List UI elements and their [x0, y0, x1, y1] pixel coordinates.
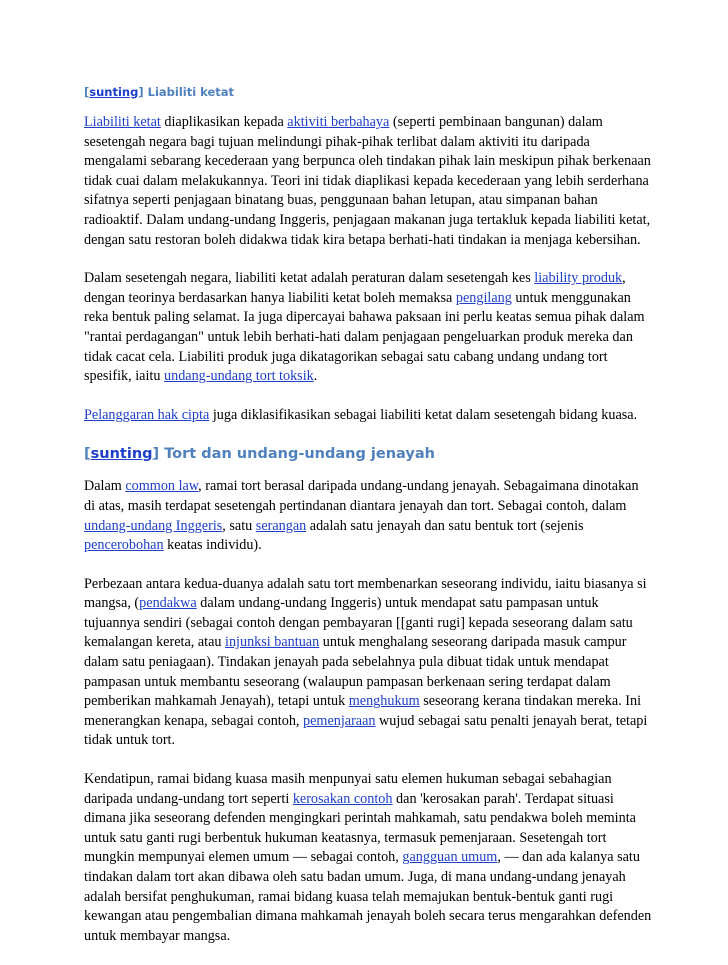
link-pemenjaraan[interactable]: pemenjaraan	[303, 712, 376, 729]
link-serangan[interactable]: serangan	[255, 517, 307, 534]
link-pengilang[interactable]: pengilang	[455, 289, 512, 306]
paragraph-text: diaplikasikan kepada	[160, 114, 288, 130]
paragraph-text: Perbezaan antara kedua-duanya adalah satu tort membenarkan seseorang individu, iaitu biasanya si mangsa, (	[84, 575, 647, 612]
paragraph-text: Kendatipun, ramai bidang kuasa masih menpunyai satu elemen hukuman sebagai sebahagian daripada undang-undang tort seperti	[84, 771, 612, 807]
section-heading-strict-liability	[84, 84, 652, 100]
edit-bracket-open: [	[84, 85, 90, 99]
link-aktiviti-berbahaya[interactable]: aktiviti berbahaya	[287, 114, 390, 130]
edit-bracket-open: [	[84, 446, 91, 463]
link-liabiliti-ketat[interactable]: Liabiliti ketat	[84, 114, 161, 130]
link-liability-produk[interactable]: liability produk	[534, 270, 623, 287]
link-undang-undang-inggeris[interactable]: undang-undang Inggeris	[84, 517, 223, 534]
paragraph-text: Dalam	[84, 478, 126, 495]
paragraph-text: , — dan ada kalanya satu tindakan dalam tort akan dibawa oleh satu badan umum. Juga, di mana undang-undang jenayah adalah bersifat penghukuman, ramai bidang kuasa telah memajukan bentuk-bentuk ganti rugi kewangan atau pengembalian dimana mahkamah jenayah boleh secara terus mengarahkan defenden untuk membayar mangsa.	[84, 849, 652, 944]
paragraph	[84, 575, 652, 751]
edit-section-link[interactable]: sunting	[90, 446, 153, 463]
edit-bracket-close: ]	[152, 446, 160, 463]
paragraph-text: keatas individu).	[163, 537, 262, 554]
link-common-law[interactable]: common law	[125, 478, 199, 495]
link-pendakwa[interactable]: pendakwa	[139, 595, 197, 612]
paragraph	[84, 113, 652, 250]
paragraph	[84, 770, 652, 946]
paragraph-text: juga diklasifikasikan sebagai liabiliti ketat dalam sesetengah bidang kuasa.	[209, 406, 638, 423]
paragraph-text: .	[313, 368, 318, 385]
link-pelanggaran-hak-cipta[interactable]: Pelanggaran hak cipta	[84, 406, 210, 423]
paragraph-text: , dengan teorinya berdasarkan hanya liabiliti ketat boleh memaksa	[84, 270, 626, 306]
section-title: Liabiliti ketat	[147, 85, 235, 99]
paragraph-text: Dalam sesetengah negara, liabiliti ketat adalah peraturan dalam sesetengah kes	[84, 270, 535, 287]
paragraph-text: seseorang kerana tindakan mereka. Ini menerangkan kenapa, sebagai contoh,	[84, 693, 642, 729]
paragraph	[84, 406, 652, 426]
link-injunksi-bantuan[interactable]: injunksi bantuan	[225, 634, 320, 651]
paragraph-text: , ramai tort berasal daripada undang-undang jenayah. Sebagaimana dinotakan di atas, masih terdapat sesetengah pertindanan diantara jenayah dan tort. Sebagai contoh, dalam	[84, 478, 639, 514]
paragraph-text: dan 'kerosakan parah'. Terdapat situasi dimana jika seseorang defenden mengingkari perintah mahkamah, satu pendakwa boleh meminta untuk satu ganti rugi berbentuk hukuman keatasnya, termasuk pemenjaraan. Sesetengah tort mungkin mempunyai elemen umum — sebagai contoh,	[84, 790, 636, 866]
paragraph-text: untuk menghalang seseorang daripada masuk campur dalam satu peniagaan). Tindakan jenayah pada sebelahnya pula dibuat tidak untuk mendapat pampasan untuk membantu seseorang (walaupun pampasan berkenaan sering terdapat dalam pemberikan mahkamah Jenayah), tetapi untuk	[84, 634, 627, 710]
link-pencerobohan[interactable]: pencerobohan	[84, 537, 164, 554]
paragraph-text: (seperti pembinaan bangunan) dalam sesetengah negara bagi tujuan melindungi pihak-pihak terlibat dalam aktiviti itu daripada mengalami sebarang kecederaan yang berpunca oleh tindakan pihak lain meskipun pihak berkenaan tidak cuai dalam melakukannya. Teori ini tidak diaplikasi kepada kecederaan yang lebih serderhana sifatnya seperti penjagaan binatang buas, penggunaan bahan letupan, atau simpanan bahan radioaktif. Dalam undang-undang Inggeris, penjagaan makanan juga tertakluk kepada liabiliti ketat, dengan satu restoran boleh didakwa tidak kira betapa berhati-hati tindakan ia menjaga kebersihan.	[84, 114, 651, 248]
paragraph	[84, 269, 652, 387]
paragraph-text: wujud sebagai satu penalti jenayah berat, tetapi tidak untuk tort.	[84, 712, 648, 749]
paragraph-text: , satu	[222, 517, 256, 534]
link-gangguan-umum[interactable]: gangguan umum	[402, 849, 498, 866]
paragraph-text: untuk menggunakan reka bentuk paling selamat. Ia juga dipercayai bahawa paksaan ini perlu keatas semua pihak dalam "rantai perdagangan" untuk lebih berhati-hati dalam penjagaan pengeluarkan produk mereka dan tidak cacat cela. Liabiliti produk juga dikatagorikan sebagai satu cabang undang undang tort spesifik, iaitu	[84, 289, 645, 385]
link-menghukum[interactable]: menghukum	[348, 693, 420, 710]
section-title: Tort dan undang-undang jenayah	[159, 446, 435, 463]
paragraph-text: dalam undang-undang Inggeris) untuk mendapat satu pampasan untuk tujuannya sendiri (sebagai contoh dengan pembayaran [[ganti rugi] kepada seseorang dalam satu kemalangan kereta, atau	[84, 595, 633, 651]
paragraph-text: adalah satu jenayah dan satu bentuk tort (sejenis	[306, 517, 584, 534]
edit-section-link[interactable]: sunting	[89, 85, 139, 99]
link-kerosakan-contoh[interactable]: kerosakan contoh	[292, 790, 393, 807]
paragraph	[84, 477, 652, 555]
edit-bracket-close: ]	[138, 85, 144, 99]
link-tort-toksik[interactable]: undang-undang tort toksik	[164, 368, 314, 385]
article-body	[84, 78, 652, 965]
section-heading-tort-and-criminal-law	[84, 444, 652, 464]
